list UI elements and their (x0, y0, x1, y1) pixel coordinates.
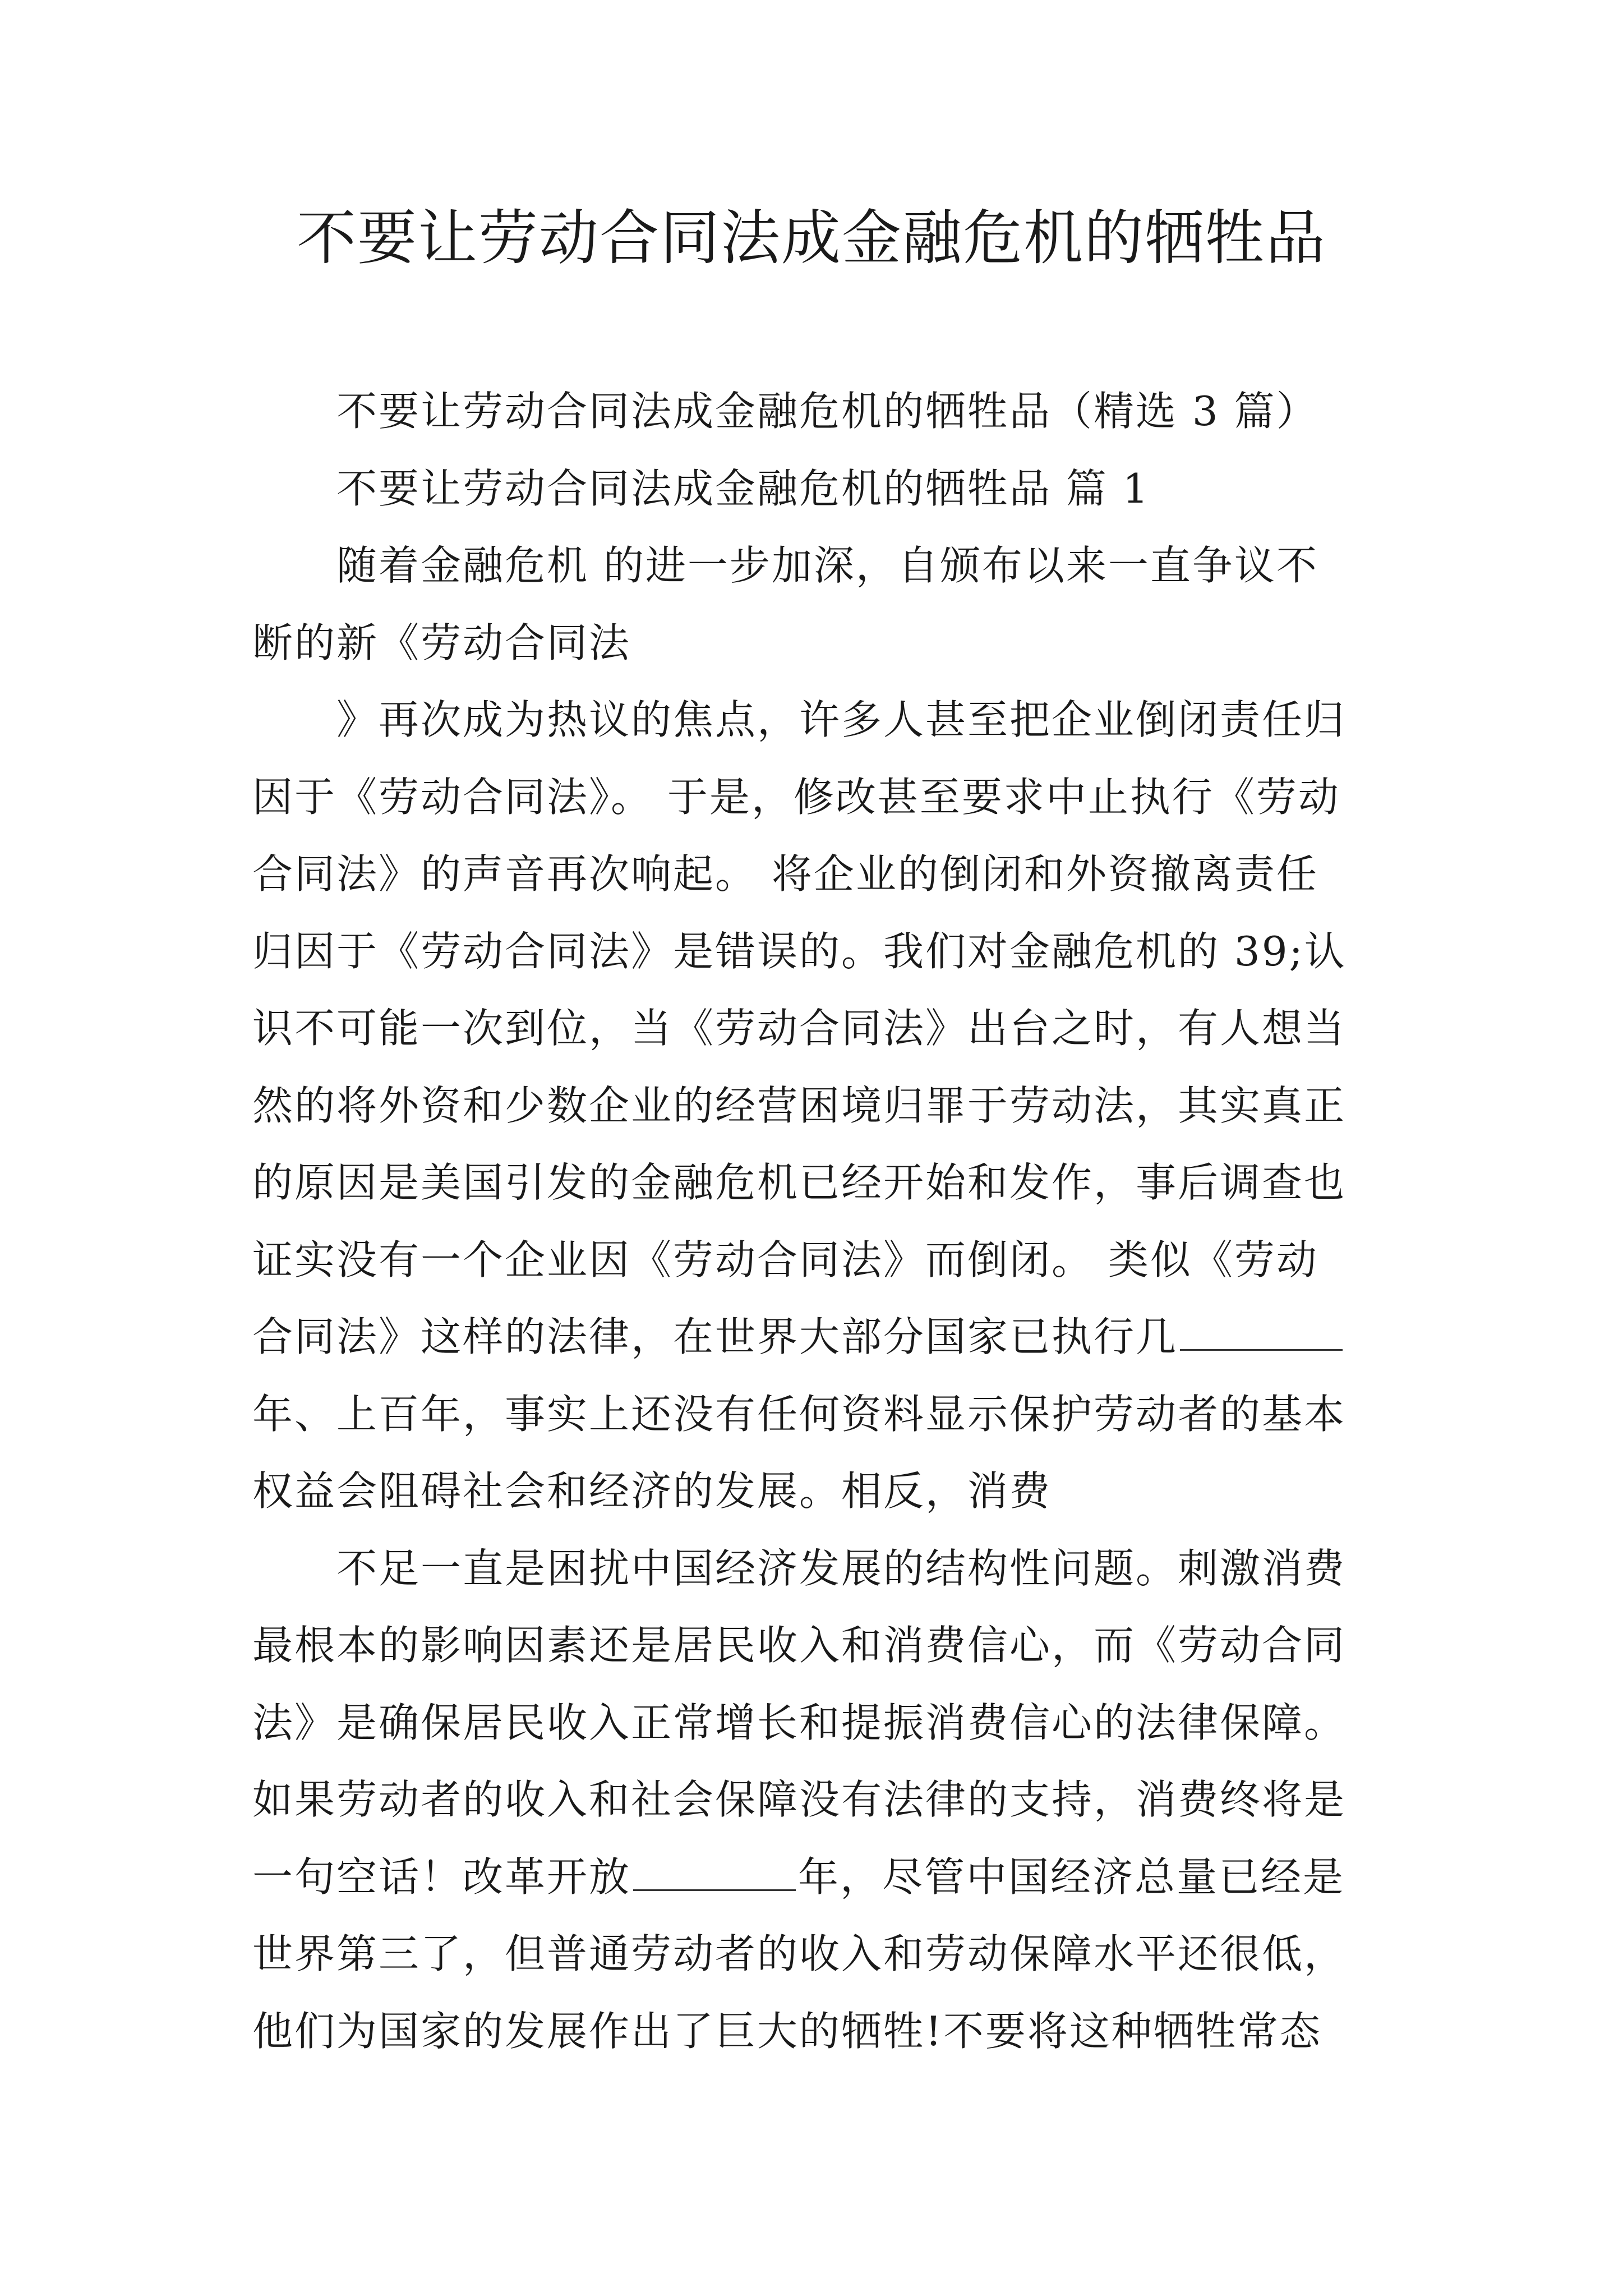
subtitle-line: 不要让劳动合同法成金融危机的牺牲品（精选 3 篇） (336, 388, 1318, 435)
section-heading: 不要让劳动合同法成金融危机的牺牲品 篇 1 (336, 464, 1150, 512)
paragraph-line: 的原因是美国引发的金融危机已经开始和发作，事后调查也 (252, 1159, 1347, 1206)
paragraph-line: 他们为国家的发展作出了巨大的牺牲!不要将这种牺牲常态 (252, 2007, 1322, 2055)
document-body (252, 373, 1385, 2070)
paragraph-line: 合同法》的声音再次响起。 将企业的倒闭和外资撤离责任 (252, 850, 1318, 898)
paragraph-line (252, 1299, 1385, 1376)
paragraph-line: 如果劳动者的收入和社会保障没有法律的支持，消费终将是 (252, 1776, 1347, 1823)
paragraph-line (252, 1839, 1385, 1916)
paragraph-line: 随着金融危机 的进一步加深，自颁布以来一直争议不 (336, 542, 1318, 589)
line-text: 一句空话！改革开放 (252, 1853, 631, 1901)
line-text: 年，尽管中国经济总量已经是 (798, 1853, 1345, 1901)
paragraph-line: 证实没有一个企业因《劳动合同法》而倒闭。 类似《劳动 (252, 1236, 1318, 1283)
paragraph-line: 不足一直是困扰中国经济发展的结构性问题。刺激消费 (336, 1544, 1347, 1592)
paragraph-line: 年、上百年，事实上还没有任何资料显示保护劳动者的基本 (252, 1390, 1347, 1438)
fill-in-blank (1180, 1315, 1343, 1351)
paragraph-line: 然的将外资和少数企业的经营困境归罪于劳动法，其实真正 (252, 1082, 1347, 1129)
paragraph-line: 归因于《劳动合同法》是错误的。我们对金融危机的 39;认 (252, 927, 1347, 975)
paragraph-line: 因于《劳动合同法》。 于是，修改甚至要求中止执行《劳动 (252, 773, 1340, 821)
paragraph-line: 世界第三了，但普通劳动者的收入和劳动保障水平还很低， (252, 1930, 1347, 1977)
paragraph-line: 权益会阻碍社会和经济的发展。相反，消费 (252, 1467, 1052, 1515)
paragraph-line: 最根本的影响因素还是居民收入和消费信心，而《劳动合同 (252, 1622, 1347, 1669)
paragraph-line: 断的新《劳动合同法 (252, 619, 631, 666)
paragraph-line: 法》是确保居民收入正常增长和提振消费信心的法律保障。 (252, 1699, 1347, 1746)
paragraph-line: 》再次成为热议的焦点，许多人甚至把企业倒闭责任归 (336, 696, 1347, 743)
paragraph-line: 识不可能一次到位，当《劳动合同法》出台之时，有人想当 (252, 1005, 1347, 1052)
document-title: 不要让劳动合同法成金融危机的牺牲品 (297, 204, 1326, 273)
line-text: 合同法》这样的法律，在世界大部分国家已执行几 (252, 1313, 1178, 1360)
fill-in-blank (633, 1856, 796, 1891)
